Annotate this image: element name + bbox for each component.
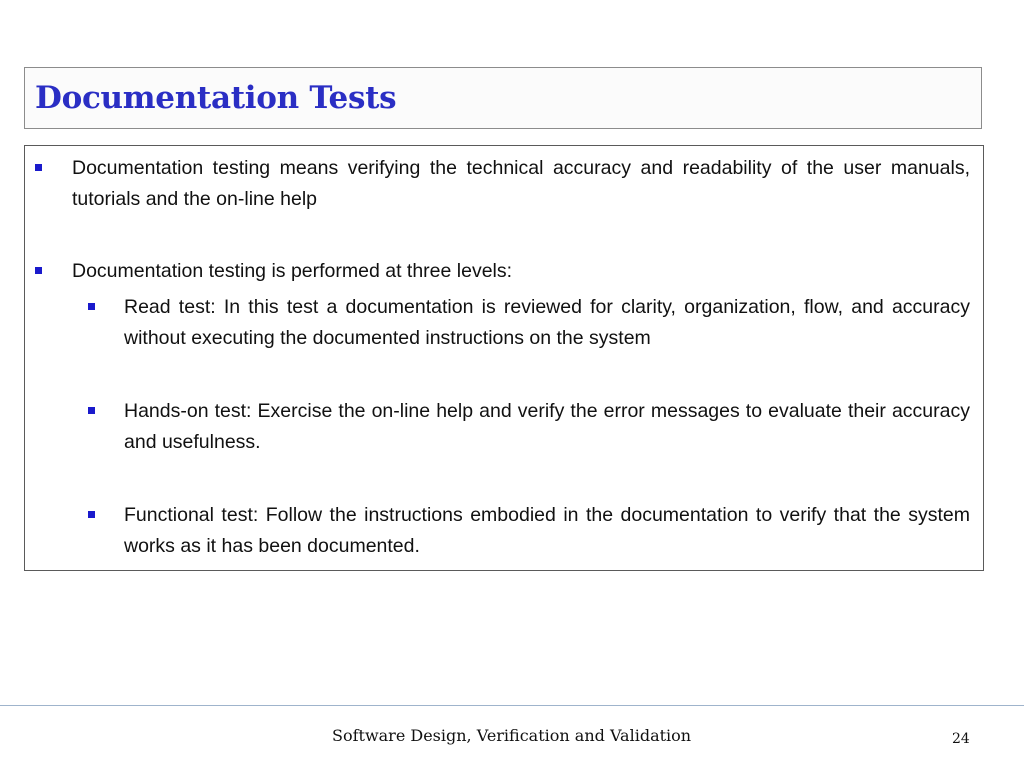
footer-course-title: Software Design, Verification and Validation [332,726,692,745]
sub-bullet-item [124,292,970,354]
sub-bullet-text: Hands-on test: Exercise the on-line help and verify the error messages to evaluate their accuracy and usefulness. [124,400,970,453]
bullet-item [72,153,970,215]
page-number: 24 [952,731,970,747]
bullet-text: Documentation testing is performed at three levels: [72,260,513,282]
content-box [24,145,984,571]
square-bullet-icon [88,303,95,310]
sub-bullet-item [124,396,970,458]
slide-title: Documentation Tests [35,80,397,116]
sub-bullet-item [124,500,970,562]
title-box [24,67,982,129]
square-bullet-icon [88,511,95,518]
bullet-text: Documentation testing means verifying the technical accuracy and readability of the user manuals, tutorials and the on-line help [72,157,970,210]
square-bullet-icon [88,407,95,414]
sub-bullet-text: Functional test: Follow the instructions embodied in the documentation to verify that the system works as it has been documented. [124,504,970,557]
footer-rule [0,705,1024,706]
sub-bullet-text: Read test: In this test a documentation is reviewed for clarity, organization, flow, and accuracy without executing the documented instructions on the system [124,296,970,349]
square-bullet-icon [35,164,42,171]
square-bullet-icon [35,267,42,274]
bullet-item [72,256,970,287]
